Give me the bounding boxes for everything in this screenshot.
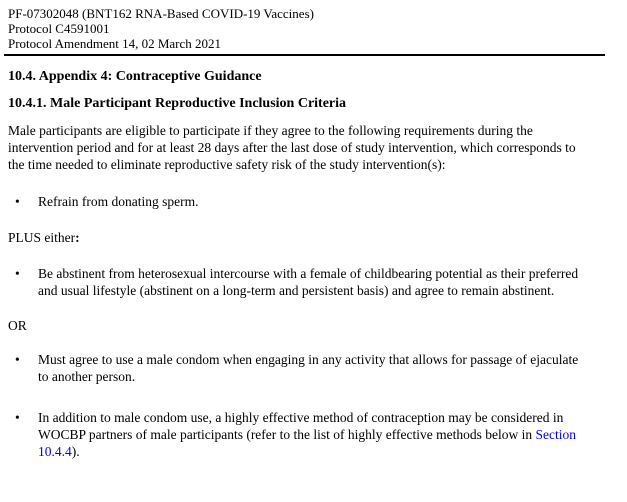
bullet-text: Must agree to use a male condom when engaging in any activity that allows for passage of ejaculate to another person.	[38, 351, 579, 384]
bullet-text: Be abstinent from heterosexual intercourse with a female of childbearing potential as their preferred and usual lifestyle (abstinent on a long-term and persistent basis) and agree to remain abstinent.	[38, 265, 579, 298]
header-divider	[4, 54, 605, 56]
bullet-text-after-link: ).	[71, 443, 80, 459]
connector-plus-text: PLUS either	[8, 229, 76, 245]
header-product-line: PF-07302048 (BNT162 RNA-Based COVID-19 Vaccines)	[8, 6, 314, 21]
bullet-icon: •	[15, 265, 20, 281]
connector-plus-colon: :	[75, 229, 80, 245]
bullet-text-before-link: In addition to male condom use, a highly effective method of contraception may be considered in WOCBP partners of male participants (refer to the list of highly effective methods below in	[38, 409, 564, 442]
header-amendment-line: Protocol Amendment 14, 02 March 2021	[8, 36, 222, 52]
connector-or: OR	[8, 317, 27, 333]
bullet-text	[38, 409, 586, 460]
bullet-icon: •	[15, 193, 20, 209]
section-10-4-4-link[interactable]: Section 10.4.4	[38, 426, 576, 459]
section-heading: 10.4. Appendix 4: Contraceptive Guidance	[8, 68, 262, 84]
intro-paragraph: Male participants are eligible to participate if they agree to the following requirements during the intervention period and for at least 28 days after the last dose of study intervention, which corresponds to the time needed to eliminate reproductive safety risk of the study intervention(s):	[8, 122, 576, 172]
bullet-icon: •	[15, 351, 20, 367]
header-protocol-line: Protocol C4591001	[8, 21, 110, 37]
bullet-icon: •	[15, 409, 20, 425]
bullet-be-abstinent	[8, 265, 586, 299]
bullet-text: Refrain from donating sperm.	[38, 193, 199, 209]
document-header	[8, 6, 607, 52]
bullet-male-condom	[8, 351, 586, 385]
connector-plus-either	[8, 229, 592, 246]
subsection-heading: 10.4.1. Male Participant Reproductive Inclusion Criteria	[8, 95, 347, 111]
bullet-refrain-donating-sperm	[8, 193, 586, 210]
bullet-highly-effective-method	[8, 409, 586, 460]
